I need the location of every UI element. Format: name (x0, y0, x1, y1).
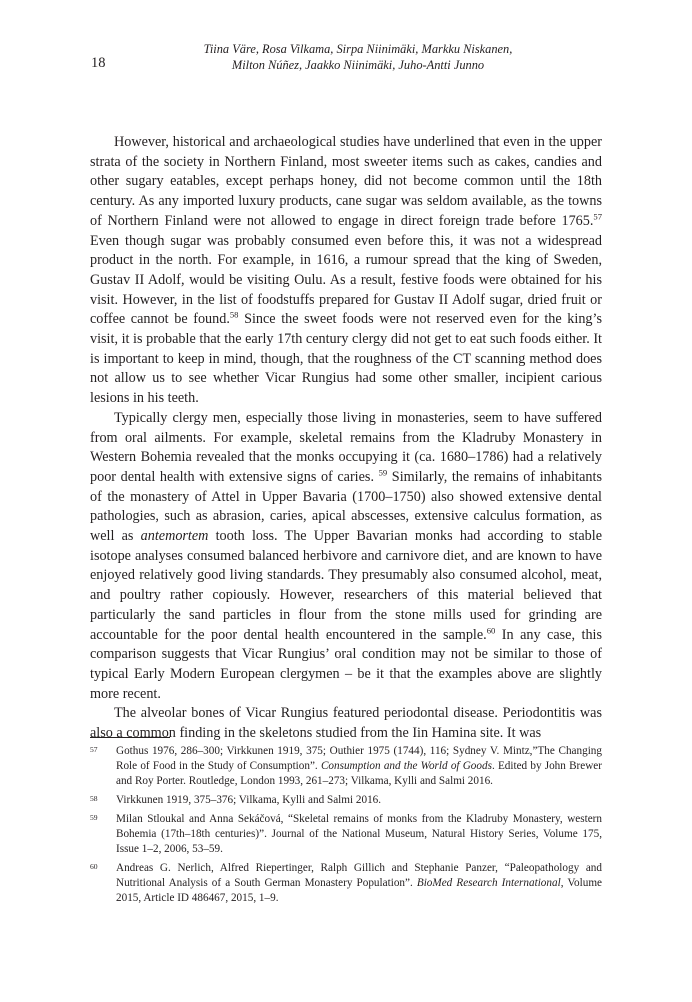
paragraph-1 (90, 133, 602, 409)
footnote-ref-60[interactable]: 60 (486, 624, 496, 635)
footnote-60 (90, 861, 602, 907)
footnote-text: Milan Stloukal and Anna Sekáčová, “Skeletal remains of monks from the Kladruby Monastery, western Bohemia (17th–18th centuries)”. Journal of the National Museum, Natural History Series, Volume 175, Issue 1–2, 2006, 53–59. (116, 812, 602, 856)
footnote-divider (90, 737, 170, 738)
body-text (90, 133, 602, 744)
paragraph-text: However, historical and archaeological studies have underlined that even in the upper strata of the society in Northern Finland, most sweeter items such as cakes, candies and other sugary eatables, except perhaps honey, did not become common until the 18th century. As any imported luxury products, cane sugar was seldom available, as the towns of Northern Finland were not allowed to engage in direct foreign trade before 1765. (90, 134, 602, 229)
paragraph-text: Since the sweet foods were not reserved even for the king’s visit, it is probable that the early 17th century clergy did not get to eat such foods either. It is important to keep in mind, though, that the roughness of the CT scanning method does not allow us to see whether Vicar Rungius had some other smaller, incipient carious lesions in his teeth. (90, 311, 602, 407)
footnote-ref-59[interactable]: 59 (378, 467, 388, 478)
footnote-text: , Volume 2015, Article ID 486467, 2015, 1–9. (116, 877, 602, 905)
footnote-ref-58[interactable]: 58 (229, 309, 239, 320)
running-head-authors (120, 42, 596, 73)
footnote-number: 60 (90, 861, 98, 871)
footnote-text: . Edited by John Brewer and Roy Porter. Routledge, London 1993, 261–273; Vilkama, Kylli and Salmi 2016. (116, 760, 602, 788)
italic-term: antemortem (140, 528, 209, 545)
paragraph-text: Typically clergy men, especially those living in monasteries, seem to have suffered from oral ailments. For example, skeletal remains from the Kladruby Monastery in Western Bohemia revealed that the monks occupying it (ca. 1680–1786) had a relatively poor dental health with extensive signs of caries. (90, 409, 602, 485)
footnote-number: 58 (90, 794, 98, 804)
footnote-58 (90, 793, 602, 808)
footnotes (90, 744, 602, 910)
footnote-text: Gothus 1976, 286–300; Virkkunen 1919, 375; Outhier 1975 (1744), 116; Sydney V. Mintz,”The Changing Role of Food in the Study of Consumption”. (116, 745, 602, 773)
paragraph-2 (90, 409, 602, 705)
paragraph-text: Similarly, the remains of inhabitants of the monastery of Attel in Upper Bavaria (1700–1750) also showed extensive dental pathologies, such as abrasion, caries, apical abscesses, extensive calculus formation, as well as (90, 468, 602, 545)
footnote-italic: Consumption and the World of Goods (320, 760, 492, 773)
footnote-text: Virkkunen 1919, 375–376; Vilkama, Kylli and Salmi 2016. (116, 794, 382, 807)
footnote-number: 57 (90, 745, 98, 754)
authors-line-2: Milton Núñez, Jaakko Niinimäki, Juho-Antti Junno (231, 57, 485, 72)
paragraph-text: Even though sugar was probably consumed even before this, it was not a widespread product in the north. For example, in 1616, a rumour spread that the king of Sweden, Gustav II Adolf, would be visiting Oulu. As a result, festive foods were obtained for his visit. However, in the list of foodstuffs prepared for Gustav II Adolf sugar, dried fruit or coffee cannot be found. (90, 232, 602, 328)
footnote-italic: BioMed Research International (416, 877, 561, 890)
footnote-text: Andreas G. Nerlich, Alfred Riepertinger, Ralph Gillich and Stephanie Panzer, “Paleopathology and Nutritional Analysis of a South German Monastery Population”. (116, 861, 602, 890)
page-number: 18 (91, 55, 106, 71)
authors-line-1: Tiina Väre, Rosa Vilkama, Sirpa Niinimäki, Markku Niskanen, (203, 42, 513, 56)
footnote-number: 59 (90, 812, 98, 822)
footnote-57 (90, 744, 602, 790)
paragraph-text: In any case, this comparison suggests that Vicar Rungius’ oral condition may not be similar to those of typical Early Modern European clergymen – be it that the examples above are slightly more recent. (90, 626, 602, 702)
paragraph-text: tooth loss. The Upper Bavarian monks had according to stable isotope analyses consumed balanced herbivore and carnivore diet, and are known to have enjoyed relatively good living standards. They presumably also consumed alcohol, meat, and poultry rather copiously. However, researchers of this material believed that particularly the sand particles in flour from the stone mills used for grinding are accountable for the poor dental health encountered in the sample. (90, 528, 602, 643)
paragraph-text: The alveolar bones of Vicar Rungius featured periodontal disease. Periodontitis was also a common finding in the skeletons studied from the Iin Hamina site. It was (90, 705, 602, 742)
footnote-59 (90, 812, 602, 858)
footnote-ref-57[interactable]: 57 (593, 211, 602, 222)
